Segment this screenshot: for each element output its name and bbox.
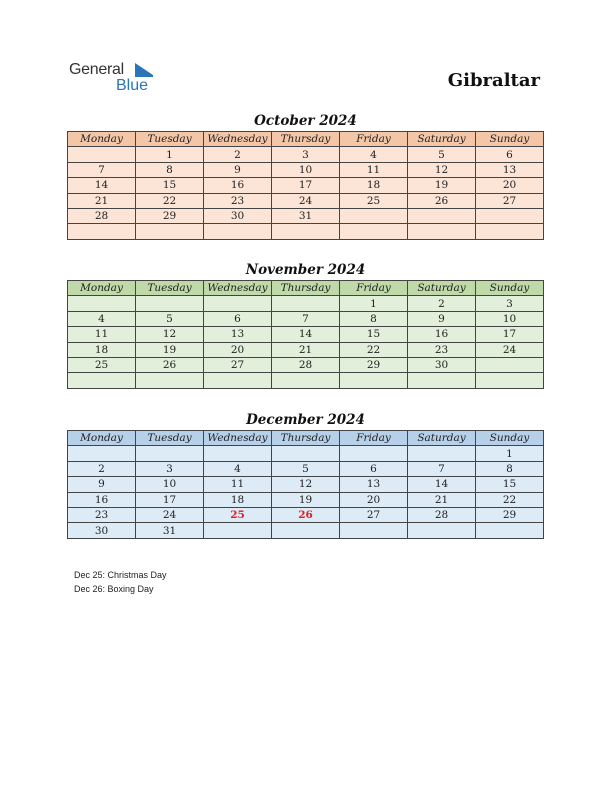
day-cell: 8 xyxy=(340,311,408,326)
week-row xyxy=(68,311,544,326)
day-cell: 3 xyxy=(136,461,204,476)
holiday-note: Dec 25: Christmas Day xyxy=(74,570,167,580)
day-cell: 6 xyxy=(204,311,272,326)
day-cell: 25 xyxy=(68,357,136,372)
day-cell: 2 xyxy=(204,147,272,162)
day-cell: 14 xyxy=(68,178,136,193)
month-december xyxy=(67,410,544,539)
day-cell: 16 xyxy=(408,327,476,342)
day-cell: 27 xyxy=(204,357,272,372)
week-row xyxy=(68,193,544,208)
weekday-header-wednesday: Wednesday xyxy=(204,431,272,446)
day-cell: 12 xyxy=(272,477,340,492)
day-cell: 22 xyxy=(340,342,408,357)
weekday-header-thursday: Thursday xyxy=(272,132,340,147)
day-cell: 12 xyxy=(408,162,476,177)
day-cell: 7 xyxy=(408,461,476,476)
empty-day-cell xyxy=(272,224,340,239)
generalblue-logo xyxy=(69,61,164,97)
week-row xyxy=(68,477,544,492)
day-cell: 1 xyxy=(476,446,544,461)
weekday-header-tuesday: Tuesday xyxy=(136,431,204,446)
empty-day-cell xyxy=(476,373,544,388)
empty-day-cell xyxy=(272,446,340,461)
day-cell: 10 xyxy=(272,162,340,177)
week-row xyxy=(68,224,544,239)
day-cell: 15 xyxy=(476,477,544,492)
weekday-header-row xyxy=(68,431,544,446)
day-cell: 13 xyxy=(204,327,272,342)
weekday-header-tuesday: Tuesday xyxy=(136,281,204,296)
day-cell: 24 xyxy=(136,507,204,522)
day-cell: 11 xyxy=(68,327,136,342)
empty-day-cell xyxy=(272,373,340,388)
day-cell: 1 xyxy=(340,296,408,311)
week-row xyxy=(68,523,544,538)
week-row xyxy=(68,327,544,342)
week-row xyxy=(68,178,544,193)
day-cell: 2 xyxy=(68,461,136,476)
day-cell: 5 xyxy=(408,147,476,162)
day-cell: 17 xyxy=(136,492,204,507)
day-cell: 18 xyxy=(340,178,408,193)
day-cell: 10 xyxy=(136,477,204,492)
day-cell: 27 xyxy=(476,193,544,208)
week-row xyxy=(68,373,544,388)
empty-day-cell xyxy=(136,446,204,461)
day-cell: 22 xyxy=(136,193,204,208)
weekday-header-sunday: Sunday xyxy=(476,431,544,446)
empty-day-cell xyxy=(204,373,272,388)
calendar-body xyxy=(68,446,544,538)
day-cell: 17 xyxy=(476,327,544,342)
empty-day-cell xyxy=(136,224,204,239)
empty-day-cell xyxy=(136,373,204,388)
calendar-grid xyxy=(67,430,544,539)
empty-day-cell xyxy=(340,224,408,239)
week-row xyxy=(68,461,544,476)
week-row xyxy=(68,296,544,311)
empty-day-cell xyxy=(68,446,136,461)
day-cell: 30 xyxy=(408,357,476,372)
weekday-header-thursday: Thursday xyxy=(272,281,340,296)
day-cell: 25 xyxy=(204,507,272,522)
calendar-grid xyxy=(67,131,544,240)
day-cell: 7 xyxy=(68,162,136,177)
empty-day-cell xyxy=(204,446,272,461)
weekday-header-friday: Friday xyxy=(340,132,408,147)
empty-day-cell xyxy=(340,373,408,388)
day-cell: 11 xyxy=(340,162,408,177)
weekday-header-saturday: Saturday xyxy=(408,431,476,446)
weekday-header-saturday: Saturday xyxy=(408,281,476,296)
day-cell: 19 xyxy=(272,492,340,507)
month-title: December 2024 xyxy=(246,412,365,428)
day-cell: 28 xyxy=(68,208,136,223)
day-cell: 3 xyxy=(476,296,544,311)
empty-day-cell xyxy=(68,296,136,311)
empty-day-cell xyxy=(340,523,408,538)
day-cell: 14 xyxy=(408,477,476,492)
weekday-header-monday: Monday xyxy=(68,281,136,296)
day-cell: 27 xyxy=(340,507,408,522)
day-cell: 30 xyxy=(204,208,272,223)
empty-day-cell xyxy=(408,208,476,223)
weekday-header-tuesday: Tuesday xyxy=(136,132,204,147)
day-cell: 5 xyxy=(136,311,204,326)
day-cell: 29 xyxy=(340,357,408,372)
weekday-header-sunday: Sunday xyxy=(476,132,544,147)
month-october xyxy=(67,111,544,240)
week-row xyxy=(68,147,544,162)
empty-day-cell xyxy=(136,296,204,311)
holiday-notes xyxy=(74,568,167,596)
day-cell: 20 xyxy=(476,178,544,193)
day-cell: 21 xyxy=(408,492,476,507)
day-cell: 18 xyxy=(204,492,272,507)
week-row xyxy=(68,357,544,372)
holiday-note: Dec 26: Boxing Day xyxy=(74,584,154,594)
calendar-grid xyxy=(67,280,544,389)
day-cell: 16 xyxy=(68,492,136,507)
weekday-header-row xyxy=(68,281,544,296)
day-cell: 22 xyxy=(476,492,544,507)
empty-day-cell xyxy=(272,523,340,538)
week-row xyxy=(68,492,544,507)
day-cell: 24 xyxy=(476,342,544,357)
empty-day-cell xyxy=(204,224,272,239)
logo-text-blue: Blue xyxy=(116,77,149,94)
empty-day-cell xyxy=(408,224,476,239)
day-cell: 26 xyxy=(272,507,340,522)
day-cell: 4 xyxy=(340,147,408,162)
empty-day-cell xyxy=(204,296,272,311)
day-cell: 20 xyxy=(204,342,272,357)
day-cell: 9 xyxy=(204,162,272,177)
day-cell: 4 xyxy=(204,461,272,476)
empty-day-cell xyxy=(272,296,340,311)
day-cell: 8 xyxy=(136,162,204,177)
calendar-body xyxy=(68,296,544,388)
empty-day-cell xyxy=(340,208,408,223)
weekday-header-friday: Friday xyxy=(340,431,408,446)
empty-day-cell xyxy=(408,446,476,461)
weekday-header-row xyxy=(68,132,544,147)
day-cell: 25 xyxy=(340,193,408,208)
day-cell: 29 xyxy=(136,208,204,223)
day-cell: 24 xyxy=(272,193,340,208)
week-row xyxy=(68,208,544,223)
day-cell: 19 xyxy=(136,342,204,357)
empty-day-cell xyxy=(476,208,544,223)
month-november xyxy=(67,260,544,389)
empty-day-cell xyxy=(476,523,544,538)
day-cell: 12 xyxy=(136,327,204,342)
day-cell: 17 xyxy=(272,178,340,193)
logo-text-general: General xyxy=(69,61,124,78)
month-title: October 2024 xyxy=(254,113,357,129)
day-cell: 26 xyxy=(136,357,204,372)
weekday-header-sunday: Sunday xyxy=(476,281,544,296)
month-title: November 2024 xyxy=(245,262,366,278)
weekday-header-wednesday: Wednesday xyxy=(204,281,272,296)
day-cell: 2 xyxy=(408,296,476,311)
empty-day-cell xyxy=(476,357,544,372)
empty-day-cell xyxy=(68,147,136,162)
calendar-body xyxy=(68,147,544,239)
day-cell: 28 xyxy=(272,357,340,372)
day-cell: 30 xyxy=(68,523,136,538)
day-cell: 23 xyxy=(68,507,136,522)
empty-day-cell xyxy=(68,224,136,239)
day-cell: 23 xyxy=(408,342,476,357)
weekday-header-friday: Friday xyxy=(340,281,408,296)
weekday-header-saturday: Saturday xyxy=(408,132,476,147)
day-cell: 13 xyxy=(340,477,408,492)
day-cell: 31 xyxy=(136,523,204,538)
weekday-header-wednesday: Wednesday xyxy=(204,132,272,147)
week-row xyxy=(68,446,544,461)
day-cell: 31 xyxy=(272,208,340,223)
day-cell: 9 xyxy=(408,311,476,326)
day-cell: 15 xyxy=(340,327,408,342)
day-cell: 6 xyxy=(476,147,544,162)
empty-day-cell xyxy=(408,523,476,538)
empty-day-cell xyxy=(476,224,544,239)
day-cell: 26 xyxy=(408,193,476,208)
empty-day-cell xyxy=(340,446,408,461)
week-row xyxy=(68,162,544,177)
day-cell: 5 xyxy=(272,461,340,476)
day-cell: 8 xyxy=(476,461,544,476)
day-cell: 21 xyxy=(68,193,136,208)
day-cell: 6 xyxy=(340,461,408,476)
day-cell: 13 xyxy=(476,162,544,177)
weekday-header-thursday: Thursday xyxy=(272,431,340,446)
day-cell: 18 xyxy=(68,342,136,357)
day-cell: 10 xyxy=(476,311,544,326)
day-cell: 1 xyxy=(136,147,204,162)
day-cell: 15 xyxy=(136,178,204,193)
day-cell: 21 xyxy=(272,342,340,357)
weekday-header-monday: Monday xyxy=(68,431,136,446)
day-cell: 20 xyxy=(340,492,408,507)
day-cell: 23 xyxy=(204,193,272,208)
day-cell: 11 xyxy=(204,477,272,492)
empty-day-cell xyxy=(408,373,476,388)
day-cell: 16 xyxy=(204,178,272,193)
empty-day-cell xyxy=(68,373,136,388)
day-cell: 7 xyxy=(272,311,340,326)
day-cell: 19 xyxy=(408,178,476,193)
country-title: Gibraltar xyxy=(447,70,540,91)
week-row xyxy=(68,507,544,522)
day-cell: 4 xyxy=(68,311,136,326)
day-cell: 9 xyxy=(68,477,136,492)
day-cell: 3 xyxy=(272,147,340,162)
day-cell: 28 xyxy=(408,507,476,522)
weekday-header-monday: Monday xyxy=(68,132,136,147)
empty-day-cell xyxy=(204,523,272,538)
week-row xyxy=(68,342,544,357)
logo-triangle-icon xyxy=(133,63,153,77)
day-cell: 14 xyxy=(272,327,340,342)
day-cell: 29 xyxy=(476,507,544,522)
